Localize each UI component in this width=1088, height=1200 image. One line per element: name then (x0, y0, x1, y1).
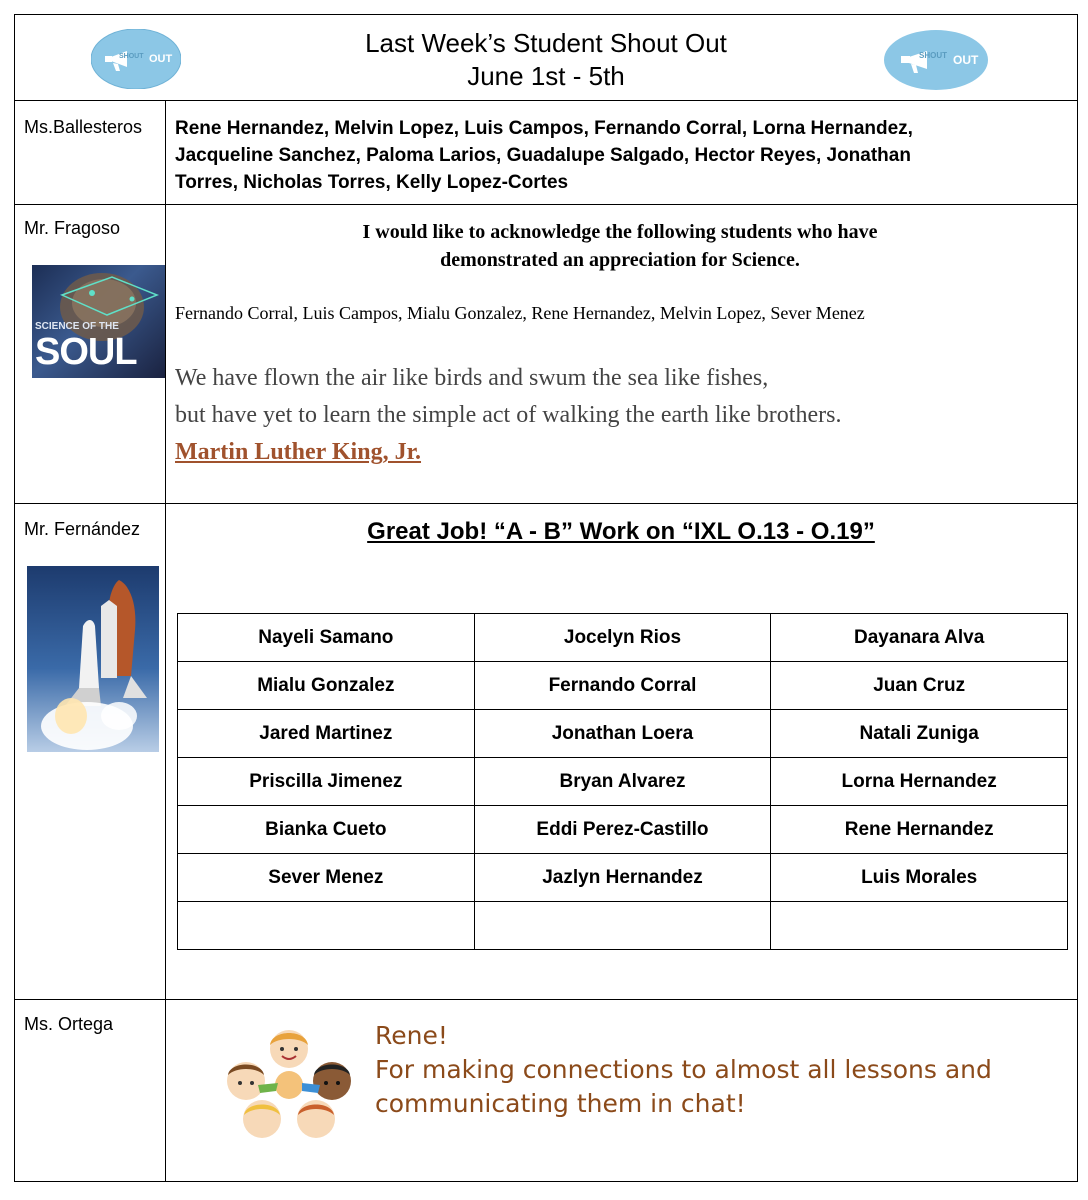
table-cell: Fernando Corral (474, 662, 771, 710)
table-row (178, 662, 1068, 710)
title-line-1: Last Week’s Student Shout Out (365, 28, 727, 58)
table-cell: Jonathan Loera (474, 710, 771, 758)
quote (175, 360, 841, 434)
children-group-icon (218, 1025, 360, 1143)
science-of-the-soul-image (32, 265, 165, 378)
fragoso-student-names: Fernando Corral, Luis Campos, Mialu Gonzalez, Rene Hernandez, Melvin Lopez, Sever Menez (175, 303, 865, 323)
table-row (178, 758, 1068, 806)
table-row (178, 902, 1068, 950)
table-cell: Dayanara Alva (771, 614, 1068, 662)
table-cell: Jazlyn Hernandez (474, 854, 771, 902)
teacher-name-fernandez: Mr. Fernández (24, 519, 141, 539)
divider (15, 503, 1077, 504)
ack-line: demonstrated an appreciation for Science. (440, 249, 800, 271)
ballesteros-student-names (175, 115, 1055, 196)
megaphone-badge-icon (91, 29, 181, 89)
svg-text:OUT: OUT (953, 53, 979, 67)
names-line: Rene Hernandez, Melvin Lopez, Luis Campos, Fernando Corral, Lorna Hernandez, (175, 118, 913, 139)
table-cell: Jared Martinez (178, 710, 475, 758)
quote-line: but have yet to learn the simple act of walking the earth like brothers. (175, 402, 842, 428)
table-row (178, 614, 1068, 662)
message-line: For making connections to almost all lessons and (375, 1055, 992, 1084)
names-line: Torres, Nicholas Torres, Kelly Lopez-Cortes (175, 172, 569, 193)
message-line: Rene! (375, 1021, 448, 1050)
table-row (178, 854, 1068, 902)
teacher-name-fragoso: Mr. Fragoso (24, 218, 121, 238)
kids-circle-image (218, 1025, 360, 1143)
megaphone-badge-icon (883, 29, 989, 91)
table-cell: Luis Morales (771, 854, 1068, 902)
teacher-name-ortega: Ms. Ortega (24, 1014, 114, 1034)
table-cell: Bryan Alvarez (474, 758, 771, 806)
table-cell (771, 902, 1068, 950)
svg-text:OUT: OUT (149, 53, 173, 65)
table-cell: Eddi Perez-Castillo (474, 806, 771, 854)
shout-out-sheet (14, 14, 1078, 1182)
divider (15, 999, 1077, 1000)
table-cell: Jocelyn Rios (474, 614, 771, 662)
quote-author-link[interactable]: Martin Luther King, Jr. (175, 439, 422, 465)
ixl-student-table (177, 613, 1068, 950)
svg-text:SHOUT: SHOUT (919, 51, 947, 60)
table-cell: Juan Cruz (771, 662, 1068, 710)
divider (15, 204, 1077, 205)
table-cell: Rene Hernandez (771, 806, 1068, 854)
table-cell: Lorna Hernandez (771, 758, 1068, 806)
table-cell: Mialu Gonzalez (178, 662, 475, 710)
table-cell: Sever Menez (178, 854, 475, 902)
table-cell: Bianka Cueto (178, 806, 475, 854)
ack-line: I would like to acknowledge the following students who have (362, 221, 878, 243)
divider (15, 100, 1077, 101)
table-row (178, 806, 1068, 854)
names-line: Jacqueline Sanchez, Paloma Larios, Guadalupe Salgado, Hector Reyes, Jonathan (175, 145, 911, 166)
shout-out-badge-right (883, 29, 979, 89)
teacher-name-ballesteros: Ms.Ballesteros (24, 117, 143, 137)
space-shuttle-image (27, 566, 159, 752)
column-divider (165, 100, 166, 1181)
ortega-message (375, 1019, 992, 1121)
table-cell: Nayeli Samano (178, 614, 475, 662)
table-cell (474, 902, 771, 950)
quote-line: We have flown the air like birds and swum the sea like fishes, (175, 365, 769, 391)
table-cell: Natali Zuniga (771, 710, 1068, 758)
science-acknowledgement (175, 218, 1065, 274)
ixl-heading: Great Job! “A - B” Work on “IXL O.13 - O.19” (367, 518, 875, 545)
image-caption: SCIENCE OF THE (35, 321, 119, 332)
shout-out-badge-left (91, 29, 181, 89)
image-caption: SOUL (35, 331, 137, 373)
space-shuttle-icon (27, 566, 159, 752)
table-cell: Priscilla Jimenez (178, 758, 475, 806)
svg-text:SHOUT: SHOUT (119, 53, 144, 60)
message-line: communicating them in chat! (375, 1089, 746, 1118)
table-cell (178, 902, 475, 950)
title-line-2: June 1st - 5th (467, 61, 625, 91)
table-row (178, 710, 1068, 758)
